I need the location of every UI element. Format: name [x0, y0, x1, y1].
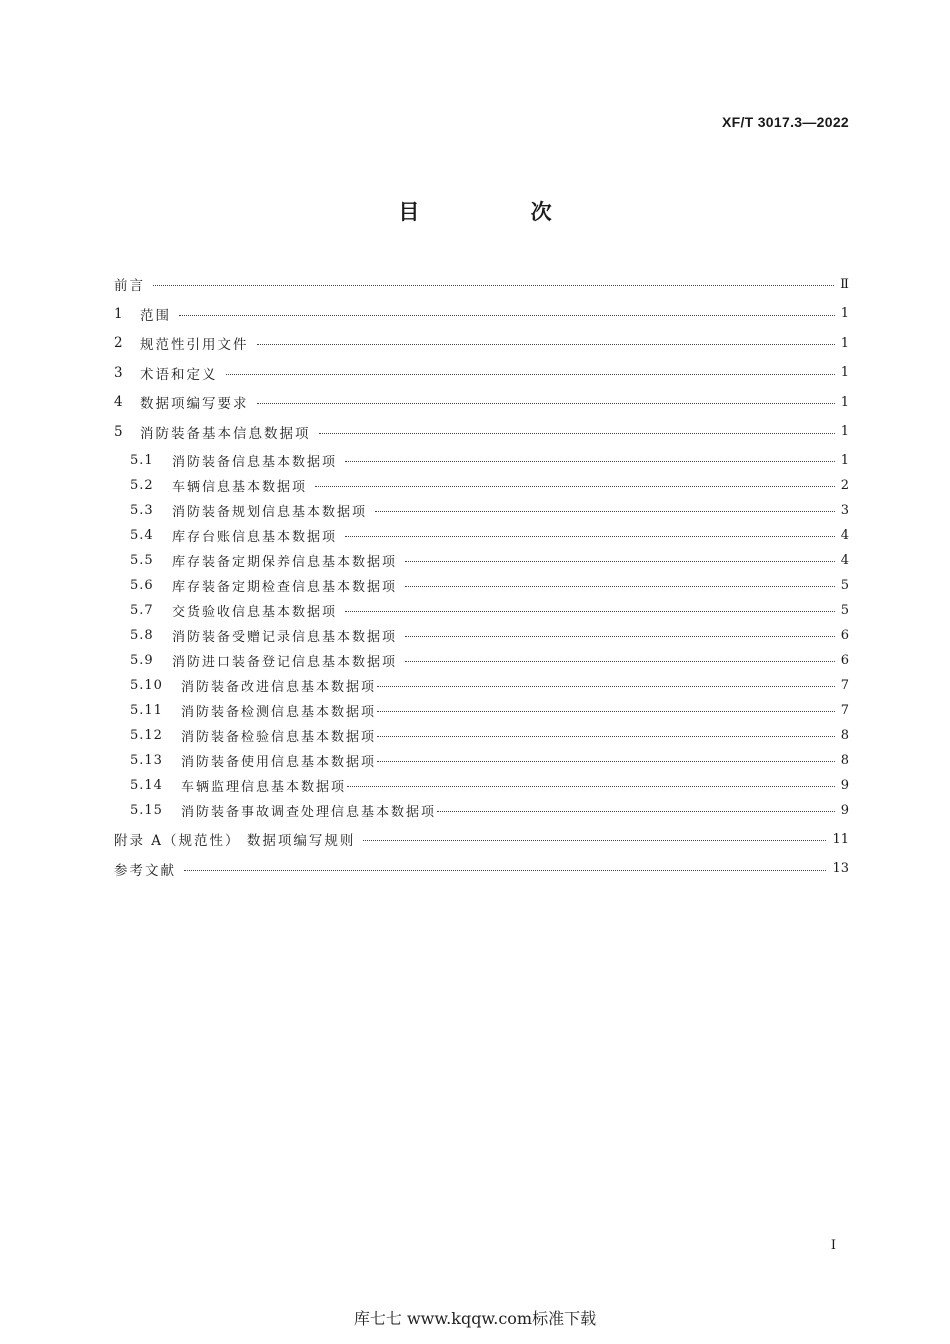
- toc-dot-leader: [153, 284, 834, 286]
- toc-dot-leader: [375, 510, 835, 512]
- toc-entry-page: 13: [832, 861, 849, 876]
- toc-entry-label: 交货验收信息基本数据项: [172, 604, 338, 620]
- toc-entry[interactable]: [114, 828, 849, 850]
- toc-dot-leader: [345, 535, 835, 537]
- toc-entry-number: 4: [114, 394, 124, 410]
- toc-entry[interactable]: [114, 599, 849, 621]
- toc-dot-leader: [405, 560, 835, 562]
- toc-entry[interactable]: [114, 449, 849, 471]
- toc-entry-number: 5: [114, 423, 124, 440]
- toc-entry-label: 消防装备检验信息基本数据项: [181, 729, 377, 745]
- toc-entry-label: 消防装备信息基本数据项: [172, 454, 338, 470]
- toc-dot-leader: [437, 810, 835, 812]
- toc-entry-page: 8: [840, 752, 849, 768]
- page-title: 目 次: [398, 200, 604, 224]
- toc-dot-leader: [377, 685, 835, 687]
- toc-entry[interactable]: [114, 391, 849, 413]
- toc-entry[interactable]: [114, 303, 849, 325]
- toc-entry-page: 4: [840, 527, 849, 543]
- toc-entry[interactable]: [114, 549, 849, 571]
- toc-entry-number: 5.6: [130, 577, 154, 593]
- toc-entry[interactable]: [114, 332, 849, 354]
- toc-entry-label: 库存装备定期检查信息基本数据项: [172, 579, 398, 595]
- toc-entry-page: 7: [840, 702, 849, 718]
- toc-entry-page: 9: [840, 777, 849, 793]
- toc-entry-page: 1: [840, 365, 849, 380]
- toc-entry-number: 5.14: [130, 777, 163, 793]
- toc-entry[interactable]: [114, 774, 849, 796]
- toc-entry[interactable]: [114, 674, 849, 696]
- toc-entry-page: 1: [840, 452, 849, 468]
- toc-entry-number: 5.11: [130, 702, 163, 718]
- toc-entry-number: 5.2: [130, 477, 154, 493]
- toc-entry-page: 5: [840, 577, 849, 593]
- toc-entry-page: 1: [840, 394, 849, 410]
- toc-dot-leader: [363, 839, 826, 841]
- toc-entry-page: 4: [840, 552, 849, 568]
- toc-dot-leader: [345, 610, 835, 612]
- toc-entry[interactable]: [114, 624, 849, 646]
- toc-entry-label: 术语和定义: [140, 366, 218, 383]
- toc-dot-leader: [347, 785, 835, 787]
- toc-entry-label: 消防装备受赠记录信息基本数据项: [172, 629, 398, 645]
- toc-entry-label: 库存装备定期保养信息基本数据项: [172, 554, 398, 570]
- toc-entry-label: 前言: [114, 278, 145, 294]
- toc-dot-leader: [184, 869, 826, 871]
- toc-dot-leader: [377, 735, 835, 737]
- toc-entry[interactable]: [114, 574, 849, 596]
- toc-dot-leader: [405, 660, 835, 662]
- toc-entry-number: 5.5: [130, 552, 154, 568]
- toc-dot-leader: [405, 585, 835, 587]
- toc-entry-label: 库存台账信息基本数据项: [172, 529, 338, 545]
- toc-entry[interactable]: [114, 362, 849, 384]
- toc-entry-number: 5.4: [130, 527, 154, 543]
- toc-entry-label: 数据项编写要求: [140, 396, 249, 412]
- page-number: I: [830, 1238, 836, 1253]
- toc-entry-page: 8: [840, 727, 849, 743]
- toc-entry-label: 附录 A（规范性） 数据项编写规则: [114, 833, 356, 849]
- toc-entry-label: 消防装备规划信息基本数据项: [172, 504, 368, 520]
- toc-entry[interactable]: [114, 699, 849, 721]
- toc-dot-leader: [405, 635, 835, 637]
- toc-dot-leader: [226, 373, 835, 375]
- toc-entry-label: 消防装备改进信息基本数据项: [181, 679, 377, 695]
- toc-entry-number: 5.15: [130, 802, 163, 818]
- toc-entry-page: 6: [840, 627, 849, 643]
- toc-entry[interactable]: [114, 421, 849, 443]
- toc-entry-number: 2: [114, 335, 124, 351]
- toc-entry-label: 车辆监理信息基本数据项: [181, 779, 347, 795]
- toc-entry-label: 参考文献: [114, 862, 176, 879]
- toc-entry-label: 范围: [140, 307, 171, 324]
- toc-entry-page: 1: [840, 424, 849, 439]
- toc-dot-leader: [377, 760, 835, 762]
- toc-entry[interactable]: [114, 273, 849, 295]
- toc-entry-page: 1: [840, 335, 849, 351]
- toc-entry-page: 7: [840, 677, 849, 693]
- toc-entry-page: 6: [840, 652, 849, 668]
- toc-dot-leader: [345, 460, 835, 462]
- toc-entry[interactable]: [114, 724, 849, 746]
- toc-entry[interactable]: [114, 649, 849, 671]
- toc-dot-leader: [319, 432, 835, 434]
- toc-entry[interactable]: [114, 524, 849, 546]
- toc-entry-label: 消防装备基本信息数据项: [140, 425, 311, 442]
- toc-entry[interactable]: [114, 749, 849, 771]
- toc-entry-page: 2: [840, 477, 849, 493]
- document-number: XF/T 3017.3—2022: [722, 114, 849, 130]
- toc-entry[interactable]: [114, 474, 849, 496]
- toc-entry[interactable]: [114, 499, 849, 521]
- toc-entry-number: 5.1: [130, 452, 154, 468]
- toc-entry-number: 5.8: [130, 627, 154, 643]
- toc-entry-label: 车辆信息基本数据项: [172, 479, 308, 495]
- toc-entry-page: 11: [832, 831, 849, 847]
- toc-entry-label: 消防装备事故调查处理信息基本数据项: [181, 804, 437, 820]
- toc-entry-number: 5.3: [130, 502, 154, 518]
- toc-entry-number: 5.9: [130, 652, 154, 668]
- toc-entry-label: 消防装备检测信息基本数据项: [181, 704, 377, 720]
- toc-entry-page: 1: [840, 306, 849, 321]
- toc-entry-page: 9: [840, 802, 849, 818]
- toc-entry-number: 3: [114, 364, 124, 381]
- toc-entry[interactable]: [114, 799, 849, 821]
- toc-entry-label: 消防进口装备登记信息基本数据项: [172, 654, 398, 670]
- toc-dot-leader: [315, 485, 835, 487]
- toc-entry-label: 规范性引用文件: [140, 337, 249, 353]
- toc-dot-leader: [257, 402, 835, 404]
- toc-dot-leader: [179, 314, 835, 316]
- watermark-text: 库七七 www.kqqw.com标准下载: [353, 1309, 597, 1328]
- toc-entry-number: 5.13: [130, 752, 163, 768]
- toc-entry[interactable]: [114, 858, 849, 880]
- toc-entry-page: 3: [840, 502, 849, 518]
- toc-entry-number: 5.12: [130, 727, 163, 743]
- toc-entry-page: Ⅱ: [840, 276, 849, 292]
- toc-dot-leader: [257, 343, 835, 345]
- toc-entry-number: 5.7: [130, 602, 154, 618]
- toc-entry-number: 5.10: [130, 677, 163, 693]
- toc-entry-label: 消防装备使用信息基本数据项: [181, 754, 377, 770]
- toc-dot-leader: [377, 710, 835, 712]
- toc-entry-number: 1: [114, 305, 124, 322]
- toc-entry-page: 5: [840, 602, 849, 618]
